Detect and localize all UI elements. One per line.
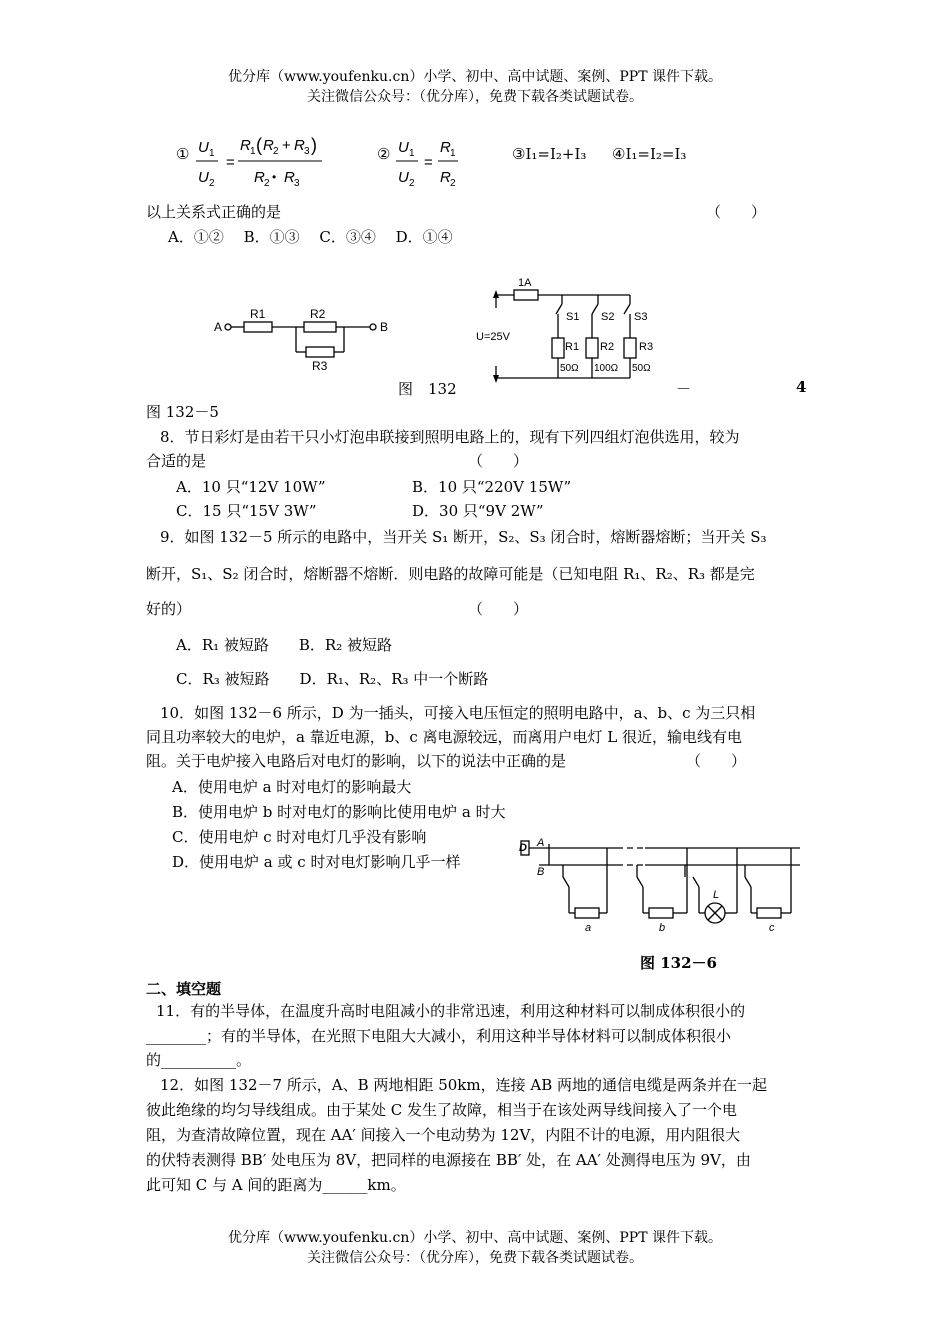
q9-line-3: 好的） [146, 600, 192, 618]
q7-answer-paren: （ ） [706, 203, 767, 221]
q11-line-1: 11．有的半导体，在温度升高时电阻减小的非常迅速，利用这种材料可以制成体积很小的 [156, 1002, 746, 1020]
q10-option-d: D．使用电炉 a 或 c 时对电灯影响几乎一样 [172, 853, 461, 871]
fig5-label-r3: R3 [312, 359, 328, 373]
fig4-voltage-label: U=25V [476, 331, 510, 343]
q8-stem-1: 8．节日彩灯是由若干只小灯泡串联接到照明电路上的，现有下列四组灯泡供选用，较为 [160, 428, 740, 446]
q10-line-2: 同且功率较大的电炉，a 靠近电源，b、c 离电源较远，而离用户电灯 L 很近，输电线有电 [146, 728, 742, 746]
figure-132-4 [470, 268, 670, 386]
q11-line-2: ________；有的半导体，在光照下电阻大大减小，利用这种半导体材料可以制成体积很小 [146, 1027, 732, 1045]
fig6-label-c: c [769, 922, 775, 934]
q10-option-c: C．使用电炉 c 时对电灯几乎没有影响 [172, 828, 427, 846]
q10-option-b: B．使用电炉 b 时对电灯的影响比使用电炉 a 时大 [172, 803, 506, 821]
formula-2 [394, 130, 464, 192]
fig4-ammeter-label: 1A [518, 277, 532, 289]
q12-line-4: 的伏特表测得 BB′ 处电压为 8V，把同样的电源接在 BB′ 处，在 AA′ 处测得电压为 9V，由 [146, 1151, 751, 1169]
svg-text:2: 2 [209, 178, 215, 189]
svg-text:1: 1 [409, 148, 415, 159]
q12-line-5: 此可知 C 与 A 间的距离为______km。 [146, 1176, 406, 1194]
formula-1-number: ① [176, 145, 190, 163]
svg-text:3: 3 [304, 146, 310, 157]
fig4-v2: 100Ω [594, 363, 619, 374]
svg-text:1: 1 [250, 146, 256, 157]
q9-line-2: 断开，S₁、S₂ 闭合时，熔断器不熔断．则电路的故障可能是（已知电阻 R₁、R₂、R₃ 都是完 [146, 565, 755, 583]
svg-text:2: 2 [273, 146, 279, 157]
fig5-caption: 图 132－5 [146, 403, 219, 421]
svg-text:R: R [440, 169, 451, 186]
formula-3: ③I₁=I₂+I₃ [512, 145, 587, 163]
footer-line-1: 优分库（www.youfenku.cn）小学、初中、高中试题、案例、PPT 课件下载。 [227, 1230, 722, 1246]
fig6-label-l: L [713, 889, 720, 901]
fig6-label-d: D [519, 842, 527, 854]
figure-132-5 [210, 300, 390, 375]
formula-1 [194, 130, 334, 192]
header-line-1: 优分库（www.youfenku.cn）小学、初中、高中试题、案例、PPT 课件下载。 [227, 69, 722, 85]
svg-text:2: 2 [264, 178, 270, 189]
fig4-v3: 50Ω [632, 363, 651, 374]
fig6-label-b: b [659, 922, 666, 934]
fig4-caption-num: 4 [796, 378, 807, 396]
header-line-2: 关注微信公众号：（优分库），免费下载各类试题试卷。 [307, 89, 643, 105]
svg-text:U: U [398, 169, 409, 186]
svg-text:): ) [311, 135, 317, 155]
svg-text:U: U [198, 139, 209, 156]
q11-line-3: 的__________。 [146, 1051, 252, 1069]
q7-stem: 以上关系式正确的是 [146, 203, 282, 221]
svg-text:=: = [424, 154, 433, 171]
svg-text:R: R [294, 137, 305, 154]
fig4-v1: 50Ω [560, 363, 579, 374]
svg-text:R: R [254, 169, 265, 186]
q10-line-1: 10．如图 132－6 所示，D 为一插头，可接入电压恒定的照明电路中，a、b、c 为三只相 [160, 704, 756, 722]
svg-text:R: R [263, 137, 274, 154]
fig5-label-r2: R2 [310, 307, 326, 321]
fig4-r2: R2 [600, 341, 615, 353]
fig4-caption-left: 图 132 [398, 380, 457, 398]
svg-text:1: 1 [450, 148, 456, 159]
q9-options-cd: C．R₃ 被短路 D．R₁、R₂、R₃ 中一个断路 [176, 670, 489, 688]
q8-answer-paren: （ ） [468, 452, 529, 470]
q8-option-a: A．10 只“12V 10W” [176, 478, 326, 496]
q9-options-ab: A．R₁ 被短路 B．R₂ 被短路 [176, 636, 393, 654]
q10-line-3: 阻。关于电炉接入电路后对电灯的影响，以下的说法中正确的是 [146, 752, 567, 770]
svg-text:3: 3 [294, 178, 300, 189]
fig4-r3: R3 [639, 341, 654, 353]
fig5-label-r1: R1 [250, 307, 266, 321]
svg-text:U: U [398, 139, 409, 156]
svg-text:•: • [272, 170, 277, 184]
fig6-label-b-top: B [537, 866, 545, 878]
q8-option-b: B．10 只“220V 15W” [412, 478, 572, 496]
svg-text:2: 2 [409, 178, 415, 189]
svg-text:U: U [198, 169, 209, 186]
fig6-caption: 图 132－6 [640, 954, 717, 972]
q12-line-2: 彼此绝缘的均匀导线组成。由于某处 C 发生了故障，相当于在该处两导线间接入了一个电 [146, 1101, 738, 1119]
formula-4: ④I₁=I₂=I₃ [612, 145, 687, 163]
fig6-label-a: a [585, 922, 592, 934]
svg-text:R: R [284, 169, 295, 186]
q12-line-3: 阻，为查清故障位置，现在 AA′ 间接入一个电动势为 12V，内阻不计的电源，用内阻很大 [146, 1126, 741, 1144]
q9-answer-paren: （ ） [468, 600, 529, 618]
fig4-caption-dash: － [676, 380, 692, 398]
footer-line-2: 关注微信公众号：（优分库），免费下载各类试题试卷。 [307, 1250, 643, 1266]
figure-132-6 [515, 835, 805, 935]
q9-line-1: 9．如图 132－5 所示的电路中，当开关 S₁ 断开，S₂、S₃ 闭合时，熔断器熔断；当开关 S₃ [160, 528, 767, 546]
svg-text:1: 1 [209, 148, 215, 159]
fig4-s2: S2 [601, 311, 615, 323]
svg-text:+: + [282, 137, 291, 154]
fig5-label-b: B [380, 320, 389, 334]
q8-option-c: C．15 只“15V 3W” [176, 502, 317, 520]
fig4-r1: R1 [565, 341, 580, 353]
q12-line-1: 12．如图 132－7 所示，A、B 两地相距 50km，连接 AB 两地的通信电缆是两条并在一起 [160, 1076, 767, 1094]
q8-stem-2: 合适的是 [146, 452, 207, 470]
q7-options: A．①② B．①③ C．③④ D．①④ [168, 228, 453, 246]
section-2-title: 二、填空题 [146, 980, 222, 998]
fig4-s3: S3 [634, 311, 648, 323]
fig6-label-a-top: A [537, 837, 545, 849]
q10-answer-paren: （ ） [686, 752, 747, 770]
svg-text:R: R [440, 139, 451, 156]
q8-option-d: D．30 只“9V 2W” [412, 502, 544, 520]
q10-option-a: A．使用电炉 a 时对电灯的影响最大 [172, 778, 412, 796]
fig4-s1: S1 [566, 311, 580, 323]
formula-2-number: ② [377, 145, 391, 163]
svg-text:2: 2 [450, 178, 456, 189]
fig5-label-a: A [214, 320, 223, 334]
svg-text:(: ( [256, 135, 262, 155]
svg-text:=: = [226, 154, 235, 171]
svg-text:R: R [240, 137, 251, 154]
